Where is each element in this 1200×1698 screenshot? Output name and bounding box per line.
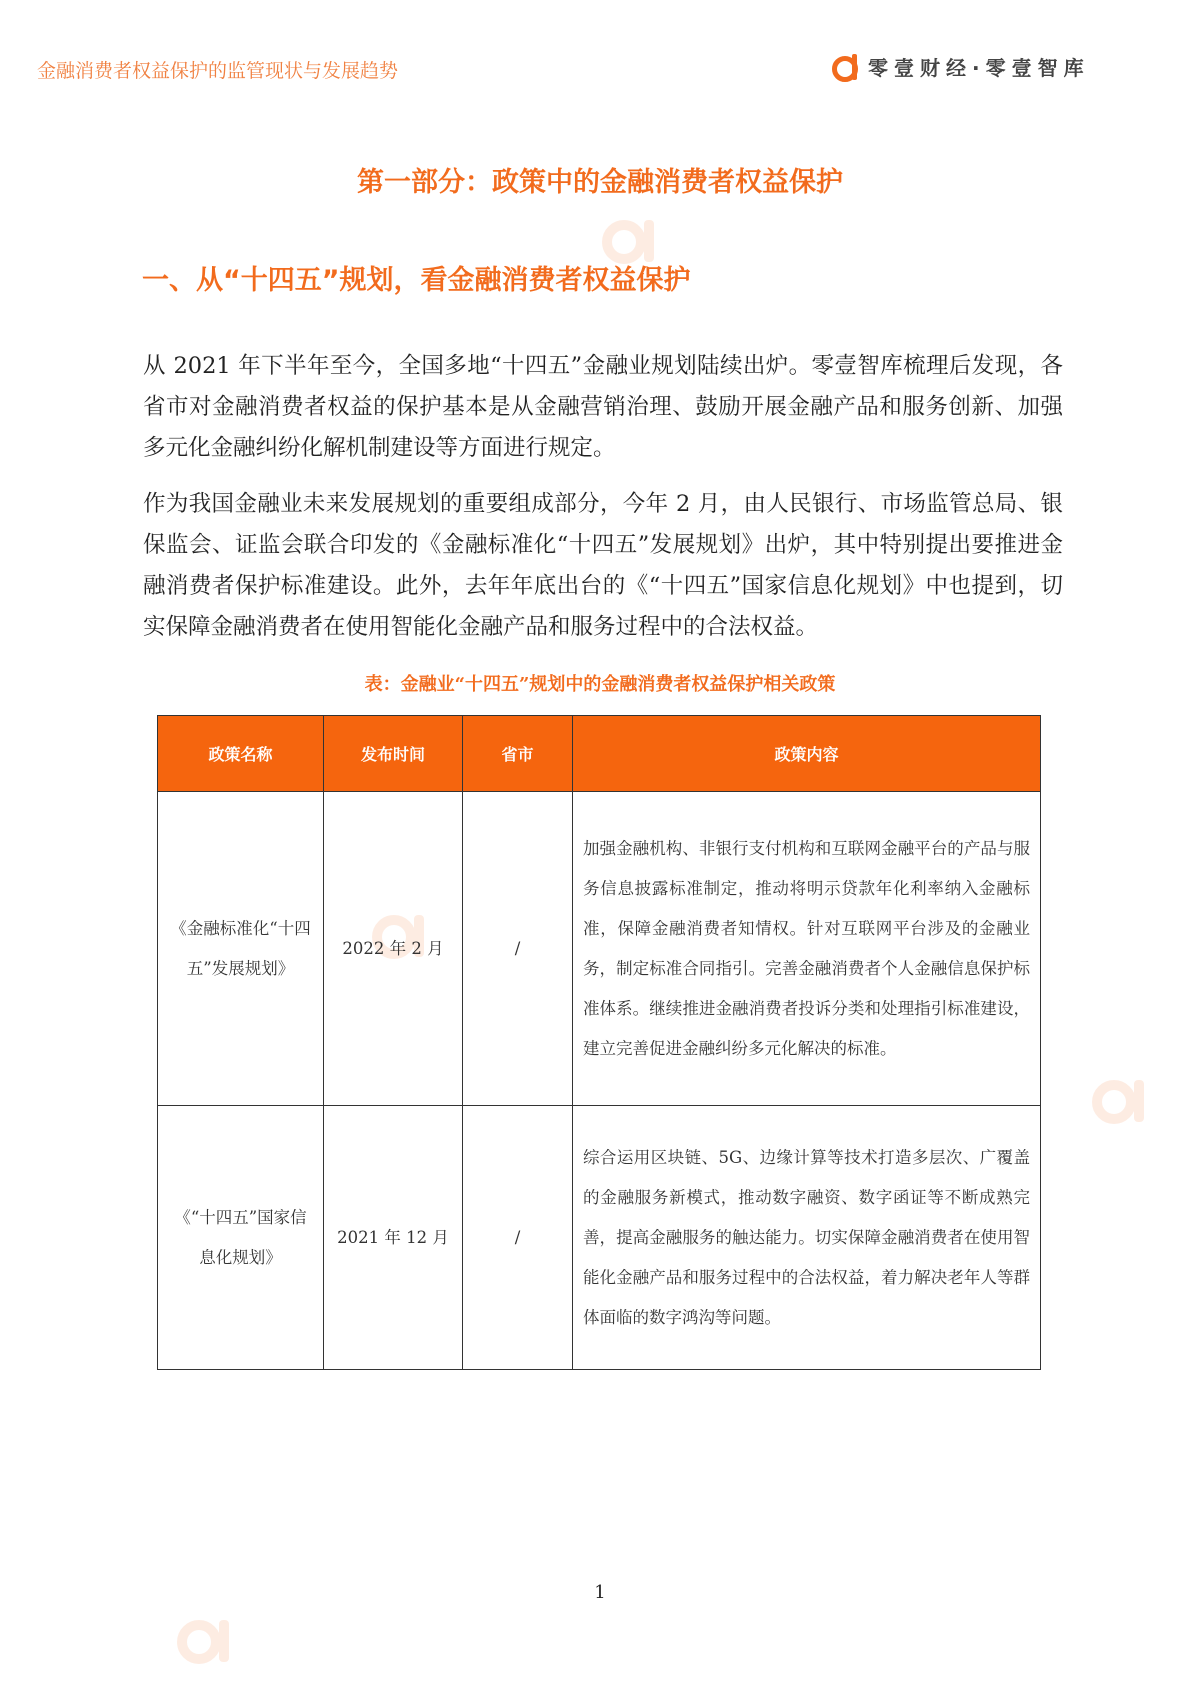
policy-content: 加强金融机构、非银行支付机构和互联网金融平台的产品与服务信息披露标准制定，推动将明示贷款年化利率纳入金融标准，保障金融消费者知情权。针对互联网平台涉及的金融业务，制定标准合同指引。完善金融消费者个人金融信息保护标准体系。继续推进金融消费者投诉分类和处理指引标准建设，建立完善促进金融纠纷多元化解决的标准。: [573, 792, 1041, 1106]
column-header: 政策内容: [573, 716, 1041, 792]
subsection-title: 一、从“十四五”规划，看金融消费者权益保护: [142, 265, 691, 296]
brand-header: [832, 52, 1090, 81]
policy-name: 《“十四五”国家信息化规划》: [158, 1106, 324, 1370]
body-content: [143, 346, 1063, 1370]
table-row: [158, 1106, 1041, 1370]
policy-name: 《金融标准化“十四五”发展规划》: [158, 792, 324, 1106]
section-title: 第一部分：政策中的金融消费者权益保护: [357, 167, 843, 198]
policy-region: /: [463, 1106, 573, 1370]
column-header: 政策名称: [158, 716, 324, 792]
column-header: 省市: [463, 716, 573, 792]
document-header-title: 金融消费者权益保护的监管现状与发展趋势: [37, 60, 399, 82]
policy-date: 2021 年 12 月: [324, 1106, 463, 1370]
brand-logo-icon: [832, 54, 858, 80]
page-number: 1: [594, 1582, 606, 1603]
table-row: [158, 792, 1041, 1106]
watermark-logo-icon: [1090, 1070, 1150, 1130]
paragraph: 从 2021 年下半年至今，全国多地“十四五”金融业规划陆续出炉。零壹智库梳理后发现，各省市对金融消费者权益的保护基本是从金融营销治理、鼓励开展金融产品和服务创新、加强多元化金融纠纷化解机制建设等方面进行规定。: [143, 353, 1063, 461]
policy-table: [157, 715, 1041, 1370]
watermark-logo-icon: [175, 1610, 235, 1670]
column-header: 发布时间: [324, 716, 463, 792]
paragraph: 作为我国金融业未来发展规划的重要组成部分，今年 2 月，由人民银行、市场监管总局、银保监会、证监会联合印发的《金融标准化“十四五”发展规划》出炉，其中特别提出要推进金融消费者保护标准建设。此外，去年年底出台的《“十四五”国家信息化规划》中也提到，切实保障金融消费者在使用智能化金融产品和服务过程中的合法权益。: [143, 491, 1063, 640]
policy-date: 2022 年 2 月: [324, 792, 463, 1106]
brand-name: 零壹财经·零壹智库: [868, 56, 1090, 80]
policy-content: 综合运用区块链、5G、边缘计算等技术打造多层次、广覆盖的金融服务新模式，推动数字融资、数字函证等不断成熟完善，提高金融服务的触达能力。切实保障金融消费者在使用智能化金融产品和服务过程中的合法权益，着力解决老年人等群体面临的数字鸿沟等问题。: [573, 1106, 1041, 1370]
table-caption: 表：金融业“十四五”规划中的金融消费者权益保护相关政策: [364, 674, 836, 695]
policy-region: /: [463, 792, 573, 1106]
table-header-row: [158, 716, 1041, 792]
